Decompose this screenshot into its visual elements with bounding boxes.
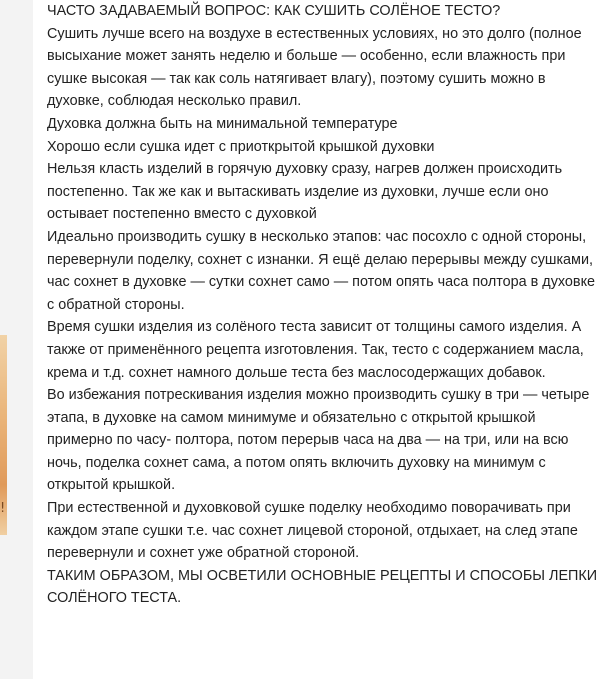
side-banner-text: !: [0, 501, 6, 516]
paragraph-intro: Сушить лучше всего на воздухе в естественных условиях, но это долго (полное высыхание может занять неделю и больше — особенно, если влажность при сушке высокая — так как соль натягивает влагу), поэтому сушить можно в духовке, соблюдая несколько правил.: [47, 25, 582, 110]
paragraph-stages: Идеально производить сушку в несколько этапов: час посохло с одной стороны, перевернули поделку, сохнет с изнанки. Я ещё делаю перерывы между сушками, час сохнет в духовке — сутки сохнет само — потом опять часа полтора в духовке с обратной стороны.: [47, 228, 596, 313]
faq-heading: ЧАСТО ЗАДАВАЕМЫЙ ВОПРОС: КАК СУШИТЬ СОЛЁНОЕ ТЕСТО?: [47, 3, 501, 19]
paragraph-turning: При естественной и духовковой сушке поделку необходимо поворачивать при каждом этапе сушки т.е. час сохнет лицевой стороной, отдыхает, на след этапе перевернули и сохнет уже обратной стороной.: [47, 500, 578, 562]
article-body: [47, 0, 602, 610]
paragraph-gradual-heating: Нельзя класть изделий в горячую духовку сразу, нагрев должен происходить постепенно. Так же как и вытаскивать изделие из духовки, лучше если оно остывает постепенно вместо с духовкой: [47, 161, 563, 223]
paragraph-cracking: Во избежания потрескивания изделия можно производить сушку в три — четыре этапа, в духовке на самом минимуме и обязательно с открытой крышкой примерно по часу- полтора, потом перерыв часа на два — на три, или на всю ночь, поделка сохнет сама, а потом опять включить духовку на минимум с открытой крышкой.: [47, 387, 590, 494]
conclusion-text: ТАКИМ ОБРАЗОМ, МЫ ОСВЕТИЛИ ОСНОВНЫЕ РЕЦЕПТЫ И СПОСОБЫ ЛЕПКИ СОЛЁНОГО ТЕСТА.: [47, 567, 598, 607]
paragraph-min-temperature: Духовка должна быть на минимальной температуре: [47, 115, 398, 132]
paragraph-drying-time: Время сушки изделия из солёного теста зависит от толщины самого изделия. А также от применённого рецепта изготовления. Так, тесто с содержанием масла, крема и т.д. сохнет намного дольше теста без маслосодержащих добавок.: [47, 319, 584, 381]
paragraph-open-door: Хорошо если сушка идет с приоткрытой крышкой духовки: [47, 138, 435, 155]
